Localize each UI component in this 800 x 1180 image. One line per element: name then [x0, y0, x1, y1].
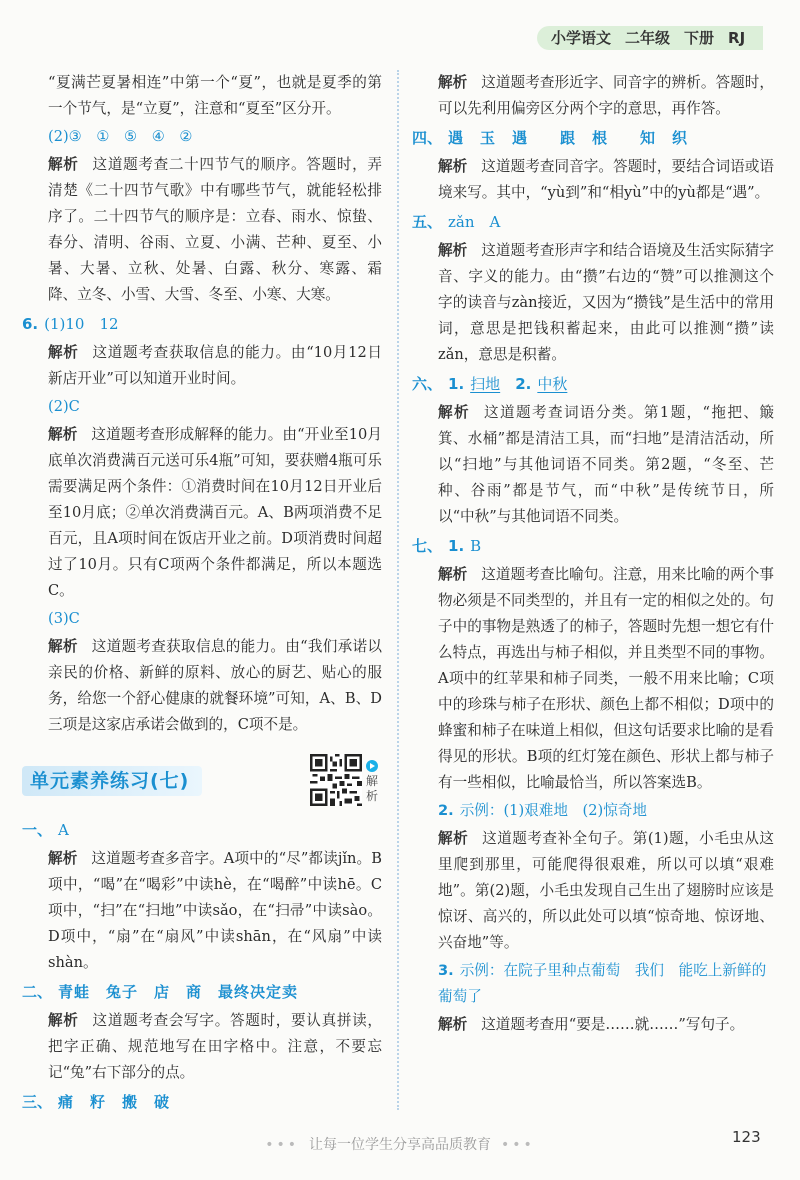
analysis-label: 解析	[438, 404, 470, 421]
analysis-s7-1	[412, 562, 774, 796]
analysis-label: 解析	[438, 566, 468, 583]
analysis-6-1	[22, 340, 382, 392]
section-3	[22, 1088, 382, 1116]
analysis-s2	[22, 1008, 382, 1086]
analysis-text: 这道题考查获取信息的能力。由“10月12日新店开业”可以知道开业时间。	[48, 344, 382, 387]
section-number: 五、	[412, 213, 443, 231]
analysis-s4	[412, 154, 774, 206]
footer-slogan: 让每一位学生分享高品质教育	[309, 1137, 491, 1153]
analysis-label: 解析	[438, 830, 469, 847]
section-1	[22, 816, 382, 844]
answer: B	[470, 537, 482, 555]
qr-label-text: 解析	[366, 774, 379, 803]
section-4	[412, 124, 774, 152]
page-number: 123	[732, 1128, 761, 1146]
analysis-label: 解析	[48, 1012, 79, 1029]
section-5	[412, 208, 774, 236]
analysis-label: 解析	[48, 344, 79, 361]
answer-7-3	[412, 958, 774, 1010]
item-number: 1.	[448, 537, 465, 555]
analysis-label: 解析	[438, 74, 468, 91]
qr-label	[366, 760, 382, 804]
item-number: 2.	[515, 375, 532, 393]
analysis-text: 这道题考查多音字。A项中的“尽”都读jǐn。B项中，“喝”在“喝彩”中读hè，在“喝醉”中读hē。C项中，“扫”在“扫地”中读sǎo，在“扫帚”中读sào。D项中，“扇”在“扇风”中读shān，在“风扇”中读shàn。	[48, 850, 382, 971]
analysis-label: 解析	[438, 1016, 468, 1033]
analysis-text: 这道题考查形成解释的能力。由“开业至10月底单次消费满百元送可乐4瓶”可知，要获赠4瓶可乐需要满足两个条件：①消费时间在10月12日开业后至10月底；②单次消费满百元。A、B两项消费不足百元，且A项时间在饭店开业之前。D项消费时间超过了10月。只有C项两个条件都满足，所以本题选C。	[48, 426, 382, 599]
answer: 遇 玉 遇 跟 根 知 织	[448, 129, 689, 147]
answer-2: (2)③ ① ⑤ ④ ②	[48, 128, 193, 145]
section-6	[412, 370, 774, 398]
analysis-text: 这道题考查比喻句。注意，用来比喻的两个事物必须是不同类型的，并且有一定的相似之处的。句子中的事物是熟透了的柿子，答题时先想一想它有什么特点，再选出与柿子相似，并且类型不同的事物。A项中的红苹果和柿子同类，一般不用来比喻；C项中的珍珠与柿子在形状、颜色上都不相似；D项中的蜂蜜和柿子在味道上相似，但这句话要求比喻的是看得见的形状。B项的红灯笼在颜色、形状上都与柿子有一些相似，比喻最恰当，所以答案选B。	[438, 566, 774, 791]
analysis-text: 这道题考查获取信息的能力。由“我们承诺以亲民的价格、新鲜的原料、放心的厨艺、贴心的服务，给您一个舒心健康的就餐环境”可知，A、B、D三项是这家店承诺会做到的，C项不是。	[48, 638, 382, 733]
analysis-s5	[412, 238, 774, 368]
answer: 扫地	[470, 375, 501, 393]
analysis-2	[22, 152, 382, 308]
left-column	[22, 70, 382, 1118]
analysis-label: 解析	[48, 156, 79, 173]
analysis-s7-2	[412, 826, 774, 956]
answer: 示例：在院子里种点葡萄 我们 能吃上新鲜的葡萄了	[438, 962, 767, 1005]
analysis-text: 这道题考查形声字和结合语境及生活实际猜字音、字义的能力。由“攒”右边的“赞”可以推测这个字的读音与zàn接近，又因为“攒钱”是生活中的常用词，意思是把钱积蓄起来，由此可以推测“攒”读zǎn，意思是积蓄。	[438, 242, 774, 363]
play-icon[interactable]	[366, 760, 378, 772]
section-number: 六、	[412, 375, 443, 393]
analysis-text: 这道题考查补全句子。第(1)题，小毛虫从这里爬到那里，可能爬得很艰难，所以可以填“艰难地”。第(2)题，小毛虫发现自己生出了翅膀时应该是惊讶、高兴的，所以此处可以填“惊奇地、惊讶地、兴奋地”等。	[438, 830, 774, 951]
right-column	[412, 70, 774, 1038]
answer: zǎn A	[448, 213, 501, 231]
section-number: 四、	[412, 129, 443, 147]
analysis-s6	[412, 400, 774, 530]
analysis-label: 解析	[438, 158, 468, 175]
continued-text: “夏满芒夏暑相连”中第一个“夏”，也就是夏季的第一个节气，是“立夏”，注意和“夏至”区分开。	[48, 74, 382, 117]
qr-code-icon[interactable]	[310, 754, 362, 806]
subject: 小学语文	[551, 29, 612, 47]
item-number: 1.	[448, 375, 465, 393]
footer-dots: •••	[501, 1137, 535, 1153]
unit-heading	[22, 754, 382, 808]
analysis-label: 解析	[48, 850, 78, 867]
analysis-text: 这道题考查词语分类。第1题，“拖把、簸箕、水桶”都是清洁工具，而“扫地”是清洁活动，所以“扫地”与其他词语不同类。第2题，“冬至、芒种、谷雨”都是节气，而“中秋”是传统节日，所以“中秋”与其他词语不同类。	[438, 404, 774, 525]
analysis-label: 解析	[48, 426, 78, 443]
analysis-text: 这道题考查形近字、同音字的辨析。答题时，可以先利用偏旁区分两个字的意思，再作答。	[438, 74, 774, 117]
answer: 中秋	[537, 375, 568, 393]
answer-6-3: (3)C	[48, 610, 80, 627]
edition: RJ	[728, 29, 746, 47]
analysis-text: 这道题考查用“要是……就……”写句子。	[481, 1016, 745, 1033]
column-divider	[397, 70, 399, 1110]
answer-6-2: (2)C	[48, 398, 80, 415]
analysis-6-2	[22, 422, 382, 604]
analysis-text: 这道题考查二十四节气的顺序。答题时，弄清楚《二十四节气歌》中有哪些节气，就能轻松排序了。二十四节气的顺序是：立春、雨水、惊蛰、春分、清明、谷雨、立夏、小满、芒种、夏至、小暑、大暑、立秋、处暑、白露、秋分、寒露、霜降、立冬、小雪、大雪、冬至、小寒、大寒。	[48, 156, 382, 303]
analysis-s7-3	[412, 1012, 774, 1038]
section-7	[412, 532, 774, 560]
answer: 痛 籽 搬 破	[58, 1093, 171, 1111]
analysis-s1	[22, 846, 382, 976]
section-number: 七、	[412, 537, 443, 555]
grade: 二年级	[625, 29, 671, 47]
section-2	[22, 978, 382, 1006]
term: 下册	[684, 29, 715, 47]
footer	[0, 1134, 800, 1154]
analysis-6-3	[22, 634, 382, 738]
answer: (1)10 12	[44, 315, 119, 333]
analysis-label: 解析	[48, 638, 78, 655]
unit-title: 单元素养练习(七)	[22, 766, 202, 796]
analysis-text: 这道题考查会写字。答题时，要认真拼读，把字正确、规范地写在田字格中。注意，不要忘记“兔”右下部分的点。	[48, 1012, 382, 1081]
analysis-label: 解析	[438, 242, 468, 259]
item-number: 2.	[438, 802, 454, 819]
question-6	[22, 310, 382, 338]
answer: 青蛙 兔子 店 商 最终决定卖	[58, 983, 299, 1001]
item-number: 3.	[438, 962, 454, 979]
answer: A	[58, 821, 69, 839]
analysis-s3	[412, 70, 774, 122]
footer-dots: •••	[265, 1137, 299, 1153]
section-number: 一、	[22, 821, 53, 839]
section-number: 二、	[22, 983, 53, 1001]
question-number: 6.	[22, 315, 39, 333]
section-number: 三、	[22, 1093, 53, 1111]
analysis-text: 这道题考查同音字。答题时，要结合词语或语境来写。其中，“yù到”和“相yù”中的yù都是“遇”。	[438, 158, 774, 201]
header-bar	[537, 26, 763, 50]
answer: 示例：(1)艰难地 (2)惊奇地	[459, 802, 647, 819]
answer-7-2	[412, 798, 774, 824]
